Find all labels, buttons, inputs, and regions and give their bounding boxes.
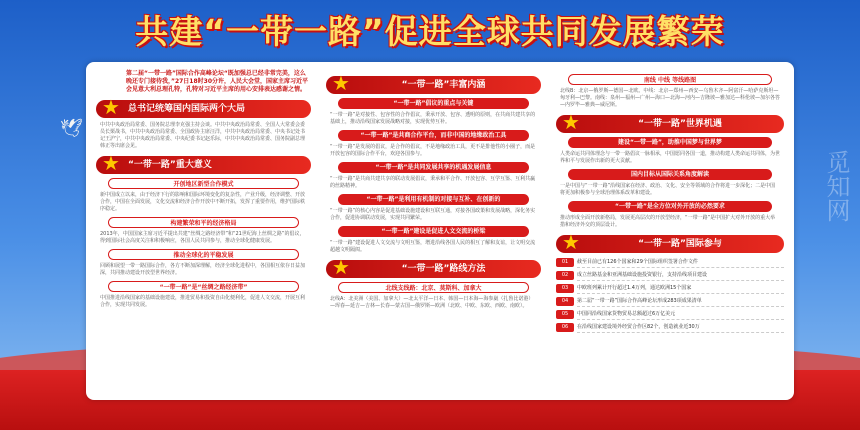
page-title: 共建“一带一路”促进全球共同发展繁荣	[135, 12, 725, 51]
sub-header: 推动全球化的平稳发展	[108, 249, 299, 260]
paragraph: “一带一路”的核心内容是促进基础设施建设和互联互通，对接各国政策和发展战略，深化务实合作，促进协调联动发展，实现共同繁荣。	[330, 208, 536, 221]
paragraph: 新中国成立以来，由于经济下行的影响和国际环境变化的复杂性，产业升级，经济调整、开放合作，中国在全面发展，文化交流和经济合作开放中不断开拓，发挥了重要作用，维护国际秩序稳定。	[100, 192, 306, 212]
section-header: ★ 总书记统筹国内国际两个大局	[96, 100, 311, 118]
section-header: ★ “一带一路”国际参与	[556, 235, 784, 253]
list-item: 06 在沿线国家建设境外经贸合作区82个，创造就业近30万	[556, 322, 784, 333]
list-item: 03 中欧班列累计开行超过1.4万列，通达欧洲15个国家	[556, 283, 784, 294]
dove-icon: 🕊	[60, 118, 83, 139]
star-icon: ★	[332, 71, 350, 95]
paragraph: 回顾和展望一带一路国际合作，各方不断加深理解，经济全球化进程中，各国相互依存日益加深，共同推动建设开放型世界经济。	[100, 263, 306, 276]
section-header: ★ “一带一路”丰富内涵	[326, 76, 541, 94]
paragraph: “一带一路”是对接性、包容性的合作倡议，秉承开放、包容、透明的原则，在共商共建共享的基础上，推动沿线国家发展战略对接，实现优势互补。	[330, 112, 536, 125]
star-icon: ★	[102, 151, 120, 175]
sub-header: “一带一路”是全方位对外开放的必然要求	[568, 201, 772, 212]
sub-header: “一带一路”是共商合作平台，而非中国的地缘政治工具	[338, 130, 529, 141]
column-left	[96, 70, 311, 392]
paragraph: 中共中央政治局常委、国务院总理李克强主持会谈。中共中央政治局常委、全国人大常委会委员长栗战书，中共中央政治局常委、全国政协主席汪洋，中共中央政治局常委、中央书记处书记王沪宁，中共中央政治局常委、中央纪委书记赵乐际，中共中央政治局常委、国务院副总理韩正等出席会见。	[100, 122, 306, 149]
section-header: ★ “一带一路”路线方法	[326, 260, 541, 278]
paragraph: 推动形成全面开放新格局，发展更高层次的开放型经济，“一带一路”是中国扩大对外开放的重大举措和经济外交的顶层设计。	[560, 215, 776, 228]
column-right	[556, 70, 784, 392]
paragraph: “一带一路”是发展的倡议，是合作的倡议，不是地缘政治工具，更不是排他性的小圈子，而是开放包容的国际合作平台，欢迎各国参与。	[330, 144, 536, 157]
sub-header: 构建繁荣和平的经济格局	[108, 217, 299, 228]
section-header: ★ “一带一路”重大意义	[96, 156, 311, 174]
sub-header: “一带一路”是共同发展共享的机遇发展信息	[338, 162, 529, 173]
list-item: 04 第二届“一带一路”国际合作高峰论坛形成283项成果清单	[556, 296, 784, 307]
star-icon: ★	[562, 110, 580, 134]
sub-header: 南线 中线 等线路图	[568, 74, 772, 85]
list-item: 05 中国同沿线国家货物贸易总额超过6万亿美元	[556, 309, 784, 320]
sub-header: “一带一路”倡议的重点与关键	[338, 98, 529, 109]
column-middle	[326, 70, 541, 392]
paragraph: 2013年，中国国家主席习近平提出共建“丝绸之路经济带”和“21世纪海上丝绸之路”的倡议，得到国际社会高度关注和积极响应，各国人民共同参与，推动全球化健康发展。	[100, 231, 305, 244]
paragraph: 中国推进沿线国家的基础设施建设，推进贸易和投资自由化便利化，促进人文交流，开展互利合作，实现共同发展。	[100, 295, 306, 308]
sub-header: “一带一路”是利用有机制的对接与互补、在创新的	[338, 194, 529, 205]
sub-header: 北线支线路：北京、莫斯科、加拿大	[338, 282, 529, 293]
paragraph: 北线A：北美洲（美国、加拿大）—北太平洋—日本、韩国—日本海—海参崴（扎鲁比诺港）—珲春—延吉—吉林—长春—蒙古国—俄罗斯—欧洲（北欧、中欧、东欧、西欧、南欧）。	[330, 296, 534, 309]
sub-header: 国内目标从国际关系角度解读	[568, 169, 772, 180]
star-icon: ★	[102, 95, 120, 119]
list-item: 01 截至目前已有126个国家和29个国际组织签署合作文件	[556, 257, 784, 268]
paragraph: 北线B：北京—俄罗斯—德国—北欧。中线：北京—郑州—西安—乌鲁木齐—阿富汗—哈萨克斯坦—匈牙利—巴黎。南线：泉州—福州—广州—海口—北海—河内—吉隆坡—雅加达—科伦坡—加尔各答—内罗毕—雅典—威尼斯。	[560, 88, 781, 108]
section-header: ★ “一带一路”世界机遇	[556, 115, 784, 133]
watermark-text: 觅知网	[822, 150, 850, 222]
paragraph: 一是中国与“一带一路”沿线国家在经济、政治、文化、安全等领域的合作将进一步深化；二是中国将更加积极参与全球治理体系改革和建设。	[560, 183, 776, 196]
star-icon: ★	[332, 255, 350, 279]
sub-header: “一带一路”建设是促进人文交流的桥梁	[338, 226, 529, 237]
intro-text: 第二届“一带一路”国际合作高峰论坛“既加强总已经非常完美，这么晚还专门接待我，”27日18时30分许，人民大会堂，国家主席习近平会见意大利总理孔特，孔特对习近平主席的用心安排表达感谢之情。	[126, 70, 308, 93]
paragraph: “一带一路”是共商共建共享的联动发展倡议，秉承和平合作、开放包容、互学互鉴、互利共赢的丝路精神。	[330, 176, 536, 189]
sub-header: “一带一路”是“丝绸之路经济带”	[108, 281, 299, 292]
content-board	[86, 62, 794, 400]
paragraph: 人类命运共同体理念与一带一路倡议一脉相承，中国愿同各国一道，推动构建人类命运共同体，为世界和平与发展作出新的更大贡献。	[560, 151, 781, 164]
sub-header: 开创地区新型合作模式	[108, 178, 299, 189]
paragraph: “一带一路”建设促进人文交流与文明互鉴，增进沿线各国人民的相互了解和友谊，让文明交流超越文明隔阂。	[330, 240, 536, 253]
list-item: 02 成立丝路基金和亚洲基础设施投资银行，支持沿线项目建设	[556, 270, 784, 281]
sub-header: 建设“一带一路”，助推中国梦与世界梦	[568, 137, 772, 148]
star-icon: ★	[562, 230, 580, 254]
